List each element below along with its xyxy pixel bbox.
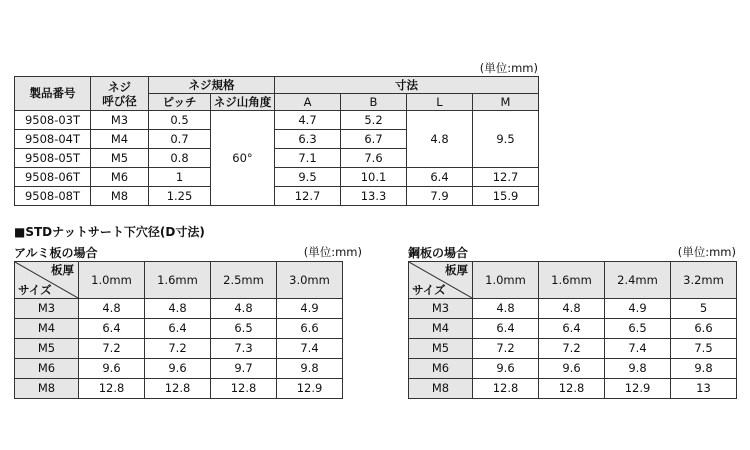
table-row <box>409 299 737 319</box>
table-row <box>15 168 539 187</box>
value-cell: 13 <box>671 379 737 399</box>
thread-angle-cell: 60° <box>211 111 275 206</box>
value-cell: 7.4 <box>277 339 343 359</box>
steel-corner-header <box>409 262 473 299</box>
part-number-cell: 9508-05T <box>15 149 91 168</box>
value-cell: 9.7 <box>211 359 277 379</box>
value-cell: 4.8 <box>473 299 539 319</box>
part-number-cell: 9508-03T <box>15 111 91 130</box>
aluminum-unit-label: (単位:mm) <box>303 245 362 259</box>
size-row-header: M5 <box>15 339 79 359</box>
value-cell: 4.8 <box>145 299 211 319</box>
value-cell: 9.6 <box>473 359 539 379</box>
value-cell: 9.8 <box>277 359 343 379</box>
pitch-cell: 1.25 <box>149 187 211 206</box>
header-dim-l: L <box>407 94 473 111</box>
part-number-cell: 9508-06T <box>15 168 91 187</box>
size-cell: M6 <box>91 168 149 187</box>
table-row <box>15 187 539 206</box>
pitch-cell: 0.5 <box>149 111 211 130</box>
thickness-col-header: 1.6mm <box>539 262 605 299</box>
value-cell: 4.8 <box>539 299 605 319</box>
value-cell: 12.8 <box>79 379 145 399</box>
table-row <box>409 339 737 359</box>
steel-caption: 鋼板の場合 <box>408 246 469 260</box>
header-dim-a: A <box>275 94 341 111</box>
header-thread-size <box>91 77 149 111</box>
value-cell: 6.4 <box>539 319 605 339</box>
thickness-col-header: 3.0mm <box>277 262 343 299</box>
hole-diameter-heading: ■STDナットサート下穴径(D寸法) <box>14 225 205 239</box>
header-thread-size-line1: ネジ <box>108 79 131 94</box>
header-dimensions: 寸法 <box>275 77 539 94</box>
value-cell: 9.6 <box>145 359 211 379</box>
value-cell: 7.2 <box>539 339 605 359</box>
size-row-header: M6 <box>409 359 473 379</box>
value-cell: 7.3 <box>211 339 277 359</box>
thickness-header-label: 板厚 <box>51 263 74 277</box>
dim-b-cell: 13.3 <box>341 187 407 206</box>
aluminum-corner-header <box>15 262 79 299</box>
value-cell: 12.8 <box>145 379 211 399</box>
size-header-label: サイズ <box>18 282 52 297</box>
size-row-header: M8 <box>409 379 473 399</box>
table-row <box>15 111 539 130</box>
dim-l-merged-cell: 4.8 <box>407 111 473 168</box>
header-part-number: 製品番号 <box>15 77 91 111</box>
steel-hole-table <box>408 261 737 399</box>
table-row <box>409 319 737 339</box>
dim-l-cell: 7.9 <box>407 187 473 206</box>
pitch-cell: 0.8 <box>149 149 211 168</box>
dim-b-cell: 6.7 <box>341 130 407 149</box>
dim-b-cell: 5.2 <box>341 111 407 130</box>
table-row <box>15 319 343 339</box>
dim-a-cell: 6.3 <box>275 130 341 149</box>
dim-m-cell: 15.9 <box>473 187 539 206</box>
value-cell: 7.2 <box>145 339 211 359</box>
size-cell: M5 <box>91 149 149 168</box>
value-cell: 9.8 <box>671 359 737 379</box>
table-row <box>15 339 343 359</box>
thickness-col-header: 1.6mm <box>145 262 211 299</box>
value-cell: 9.8 <box>605 359 671 379</box>
value-cell: 12.8 <box>539 379 605 399</box>
table-row <box>409 379 737 399</box>
spec-table <box>14 76 539 206</box>
part-number-cell: 9508-04T <box>15 130 91 149</box>
value-cell: 12.8 <box>473 379 539 399</box>
value-cell: 7.5 <box>671 339 737 359</box>
value-cell: 12.9 <box>605 379 671 399</box>
value-cell: 6.6 <box>671 319 737 339</box>
size-cell: M4 <box>91 130 149 149</box>
value-cell: 4.8 <box>211 299 277 319</box>
value-cell: 9.6 <box>79 359 145 379</box>
value-cell: 7.2 <box>79 339 145 359</box>
value-cell: 6.6 <box>277 319 343 339</box>
value-cell: 6.5 <box>211 319 277 339</box>
size-cell: M8 <box>91 187 149 206</box>
value-cell: 6.4 <box>145 319 211 339</box>
table-row <box>15 299 343 319</box>
pitch-cell: 1 <box>149 168 211 187</box>
dim-a-cell: 7.1 <box>275 149 341 168</box>
dim-b-cell: 7.6 <box>341 149 407 168</box>
header-thread-size-line2: 呼び径 <box>102 93 137 108</box>
value-cell: 5 <box>671 299 737 319</box>
steel-unit-label: (単位:mm) <box>677 245 736 259</box>
size-row-header: M3 <box>15 299 79 319</box>
table-row <box>409 359 737 379</box>
size-row-header: M4 <box>15 319 79 339</box>
dim-l-cell: 6.4 <box>407 168 473 187</box>
value-cell: 7.2 <box>473 339 539 359</box>
size-row-header: M5 <box>409 339 473 359</box>
thickness-col-header: 1.0mm <box>473 262 539 299</box>
dim-b-cell: 10.1 <box>341 168 407 187</box>
value-cell: 6.4 <box>473 319 539 339</box>
value-cell: 6.4 <box>79 319 145 339</box>
table-row <box>15 379 343 399</box>
aluminum-hole-table <box>14 261 343 399</box>
value-cell: 12.8 <box>211 379 277 399</box>
header-thread-standard: ネジ規格 <box>149 77 275 94</box>
value-cell: 4.9 <box>277 299 343 319</box>
dim-a-cell: 12.7 <box>275 187 341 206</box>
size-row-header: M3 <box>409 299 473 319</box>
value-cell: 4.8 <box>79 299 145 319</box>
header-pitch: ピッチ <box>149 94 211 111</box>
dim-a-cell: 9.5 <box>275 168 341 187</box>
value-cell: 4.9 <box>605 299 671 319</box>
spec-unit-label: (単位:mm) <box>479 61 538 75</box>
header-dim-m: M <box>473 94 539 111</box>
header-thread-angle: ネジ山角度 <box>211 94 275 111</box>
aluminum-caption: アルミ板の場合 <box>14 246 98 260</box>
value-cell: 6.5 <box>605 319 671 339</box>
size-row-header: M6 <box>15 359 79 379</box>
size-row-header: M4 <box>409 319 473 339</box>
size-header-label: サイズ <box>412 282 446 297</box>
part-number-cell: 9508-08T <box>15 187 91 206</box>
value-cell: 7.4 <box>605 339 671 359</box>
thickness-header-label: 板厚 <box>445 263 468 277</box>
thickness-col-header: 3.2mm <box>671 262 737 299</box>
thickness-col-header: 1.0mm <box>79 262 145 299</box>
table-row <box>15 359 343 379</box>
pitch-cell: 0.7 <box>149 130 211 149</box>
size-row-header: M8 <box>15 379 79 399</box>
value-cell: 12.9 <box>277 379 343 399</box>
dim-a-cell: 4.7 <box>275 111 341 130</box>
dim-m-merged-cell: 9.5 <box>473 111 539 168</box>
dim-m-cell: 12.7 <box>473 168 539 187</box>
size-cell: M3 <box>91 111 149 130</box>
thickness-col-header: 2.5mm <box>211 262 277 299</box>
value-cell: 9.6 <box>539 359 605 379</box>
header-dim-b: B <box>341 94 407 111</box>
thickness-col-header: 2.4mm <box>605 262 671 299</box>
